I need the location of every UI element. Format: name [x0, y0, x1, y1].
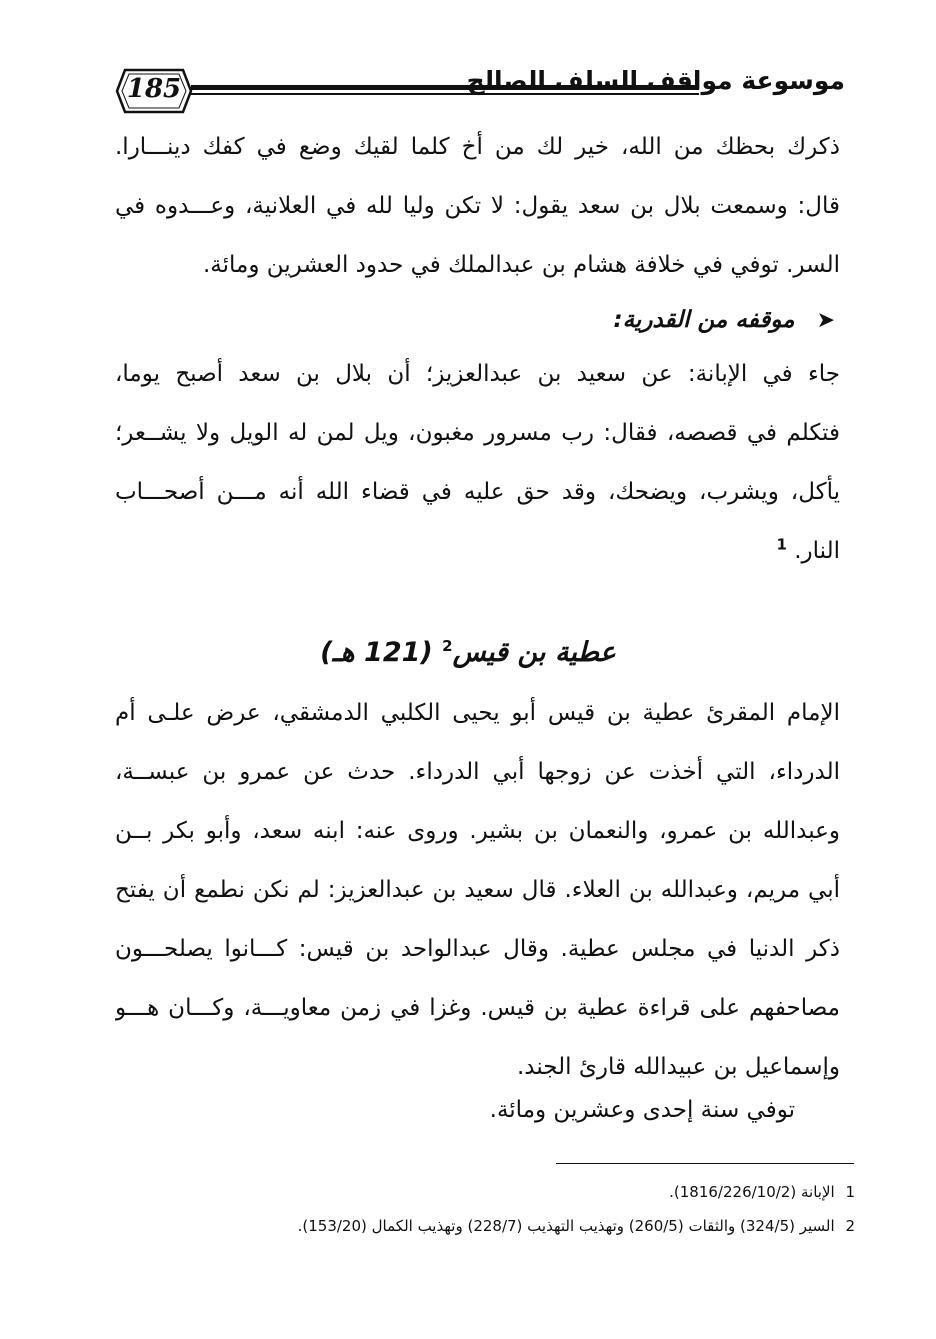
text-line: مصاحفهم على قراءة عطية بن قيس. وغزا في زمن معاويـــة، وكـــان هـــو — [115, 995, 840, 1021]
footnote-separator — [556, 1163, 854, 1164]
text-line: السر. توفي في خلافة هشام بن عبدالملك في حدود العشرين ومائة. — [202, 252, 840, 278]
text-line: النار. — [794, 538, 840, 564]
footnote-number: 2 — [845, 1217, 855, 1235]
section-title — [0, 628, 936, 678]
footnote — [220, 1175, 855, 1209]
footnotes — [220, 1175, 855, 1243]
text-line: الإمام المقرئ عطية بن قيس أبو يحيى الكلبي الدمشقي، عرض علـى أم — [115, 700, 840, 726]
footnote-text: الإبانة (1816/226/10/2). — [669, 1183, 835, 1201]
text-line-last — [115, 522, 840, 581]
text-line: وعبدالله بن عمرو، والنعمان بن بشير. وروى عنه: ابنه سعد، وأبو بكر بــن — [115, 818, 840, 844]
footnote-number: 1 — [845, 1183, 855, 1201]
text-line: توفي سنة إحدى وعشرين ومائة. — [489, 1097, 795, 1123]
footnote — [220, 1209, 855, 1243]
book-title: موسوعة مواقف السلف الصالح — [466, 66, 845, 95]
paragraph-2 — [115, 345, 840, 581]
footnote-text: السير (324/5) والثقات (260/5) وتهذيب التهذيب (228/7) وتهذيب الكمال (153/20). — [297, 1217, 835, 1235]
subheading-text: موقفه من القدرية: — [613, 307, 795, 333]
text-line: فتكلم في قصصه، فقال: رب مسرور مغبون، ويل لمن له الويل ولا يشــعر؛ — [115, 420, 840, 446]
text-line: وإسماعيل بن عبيدالله قارئ الجند. — [516, 1054, 840, 1080]
paragraph-4 — [115, 1081, 795, 1140]
text-line: يأكل، ويشرب، ويضحك، وقد حق عليه في قضاء الله أنه مـــن أصحـــاب — [115, 479, 840, 505]
subheading — [115, 300, 835, 340]
text-line: ذكرك بحظك من الله، خير لك من أخ كلما لقيك وضع في كفك دينـــارا. — [115, 134, 840, 160]
paragraph-3 — [115, 684, 840, 1097]
page-number: 185 — [126, 74, 182, 104]
text-line: قال: وسمعت بلال بن سعد يقول: لا تكن وليا لله في العلانية، وعـــدوه في — [115, 193, 840, 219]
text-line: ذكر الدنيا في مجلس عطية. وقال عبدالواحد بن قيس: كـــانوا يصلحـــون — [115, 936, 840, 962]
text-line: جاء في الإبانة: عن سعيد بن عبدالعزيز؛ أن بلال بن سعد أصبح يوما، — [115, 361, 840, 387]
paragraph-1 — [115, 118, 840, 295]
section-title-name: عطية بن قيس — [452, 637, 616, 668]
footnote-ref: 2 — [442, 637, 453, 655]
arrow-bullet-icon: ➤ — [816, 308, 835, 333]
text-line: أبي مريم، وعبدالله بن العلاء. قال سعيد بن عبدالعزيز: لم نكن نطمع أن يفتح — [115, 877, 840, 903]
page-number-badge — [115, 66, 193, 116]
text-line: الدرداء، التي أخذت عن زوجها أبي الدرداء. حدث عن عمرو بن عبســة، — [115, 759, 840, 785]
section-title-date: (121 هـ) — [320, 637, 433, 668]
footnote-ref: 1 — [776, 535, 787, 554]
